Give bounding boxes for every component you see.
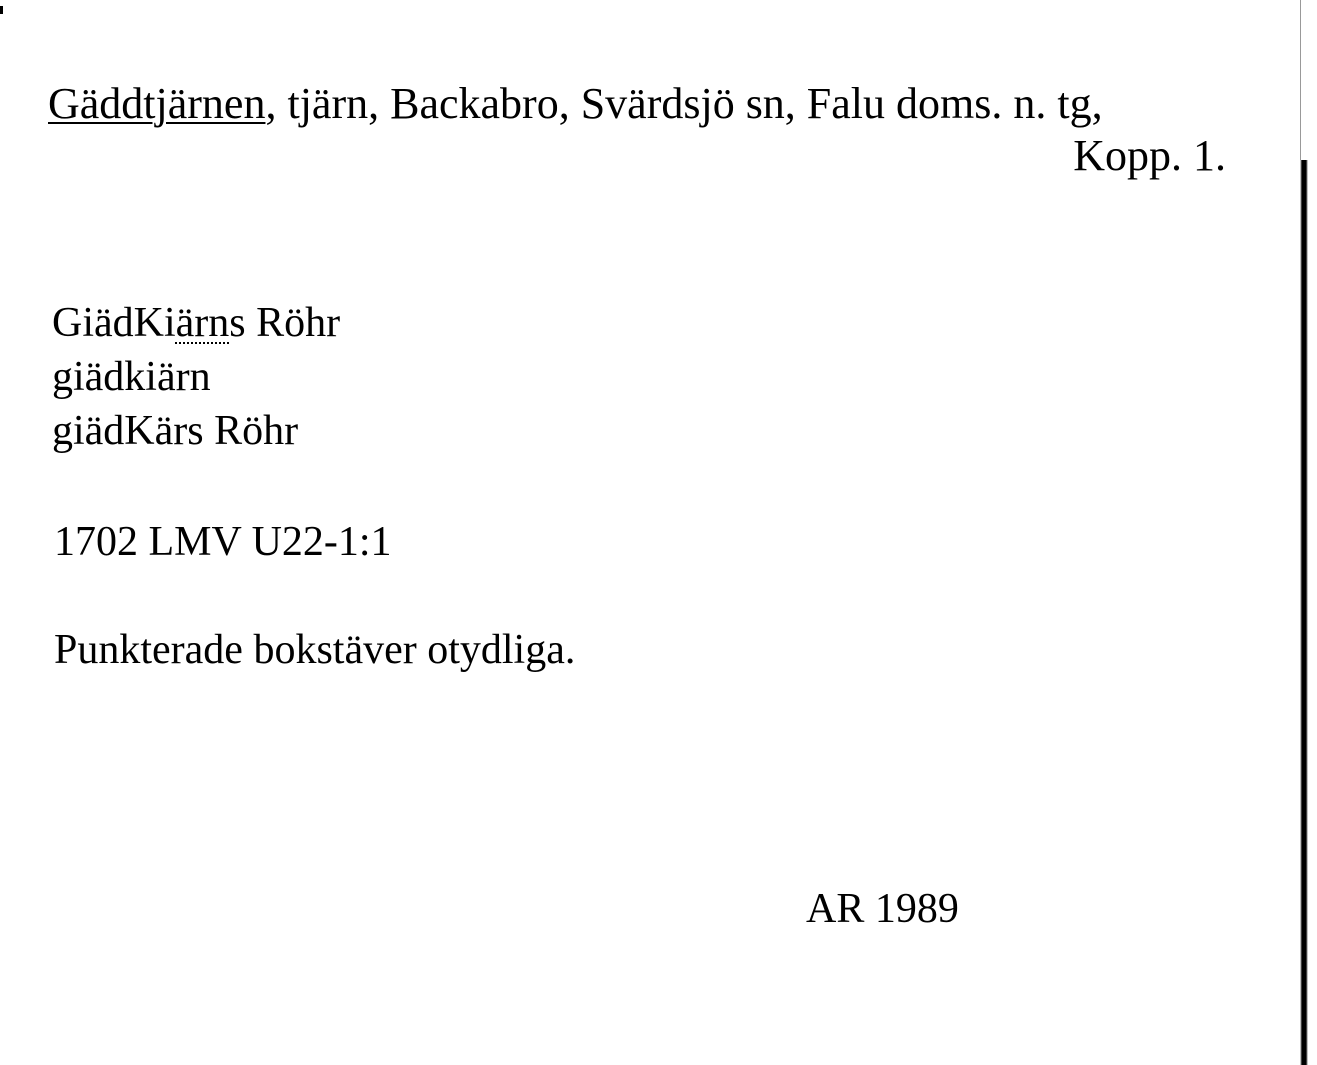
historical-forms (52, 296, 340, 458)
form-1-uncertain-letters: ärn (175, 300, 230, 346)
heading-description: , tjärn, Backabro, Svärdsjö sn, Falu doms. n. tg, (265, 79, 1103, 128)
card-heading (48, 78, 1238, 182)
corner-mark (0, 6, 3, 14)
headword: Gäddtjärnen (48, 79, 266, 128)
heading-continuation: Kopp. 1. (1073, 131, 1226, 180)
form-1-prefix: GiädKi (52, 300, 176, 346)
card-edge (1300, 160, 1308, 1065)
form-1-suffix: s Röhr (229, 300, 341, 346)
source-reference: 1702 LMV U22-1:1 (54, 519, 392, 565)
form-line-3: giädKärs Röhr (52, 408, 299, 454)
form-line-2: giädkiärn (52, 354, 211, 400)
editorial-note: Punkterade bokstäver otydliga. (54, 627, 576, 673)
form-line-1 (52, 296, 340, 350)
card-edge-thin (1300, 0, 1301, 160)
signature: AR 1989 (806, 886, 959, 932)
